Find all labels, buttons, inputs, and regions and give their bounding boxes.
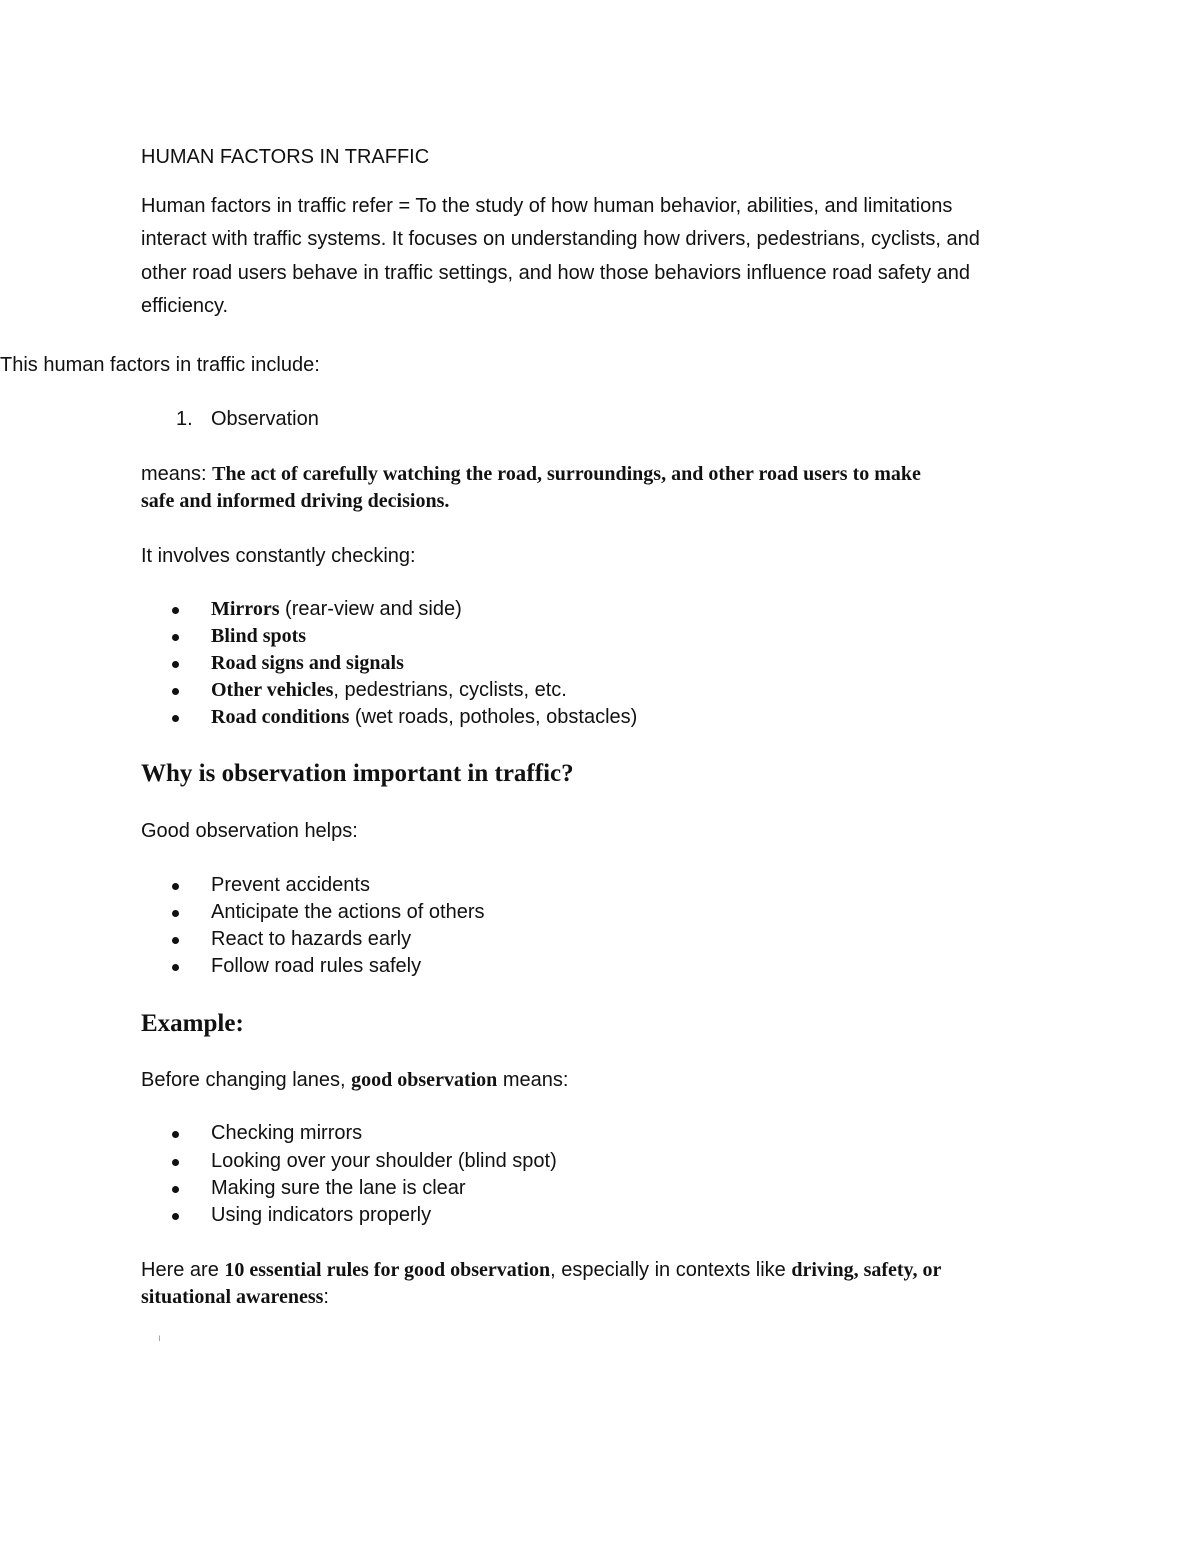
rules-intro-pre: Here are: [141, 1259, 225, 1281]
intro-line-3: other road users behave in traffic settings, and how those behaviors influence road safety and: [141, 262, 971, 284]
why-heading: Why is observation important in traffic?: [141, 760, 574, 787]
rules-intro-bold-3: situational awareness: [141, 1286, 324, 1308]
list-item: Anticipate the actions of others: [211, 901, 485, 923]
list-item: [211, 598, 462, 621]
list-item-bold: Road signs and signals: [211, 652, 404, 674]
definition-line-2: [141, 490, 449, 513]
bullet-icon: [172, 633, 182, 643]
example-lead-post: means:: [497, 1069, 569, 1091]
document-title: HUMAN FACTORS IN TRAFFIC: [141, 146, 430, 168]
example-lead-bold: good observation: [351, 1069, 498, 1091]
list-item: Prevent accidents: [211, 874, 370, 896]
rules-intro-bold-2: driving, safety, or: [791, 1259, 942, 1281]
involves-lead: It involves constantly checking:: [141, 545, 416, 567]
intro-line-4: efficiency.: [141, 295, 229, 317]
example-lead-pre: Before changing lanes,: [141, 1069, 352, 1091]
list-item-rest: (wet roads, potholes, obstacles): [349, 706, 638, 728]
bullet-icon: [172, 1130, 182, 1140]
list-item: Making sure the lane is clear: [211, 1177, 466, 1199]
list-item: Using indicators properly: [211, 1204, 432, 1226]
rules-intro-mid: , especially in contexts like: [550, 1259, 792, 1281]
list-item: [211, 706, 637, 729]
include-lead: This human factors in traffic include:: [0, 354, 320, 376]
example-lead: [141, 1069, 568, 1092]
bullet-icon: [172, 882, 182, 892]
list-item: [211, 679, 567, 702]
list-number: 1.: [176, 408, 193, 430]
rules-intro-bold-1: 10 essential rules for good observation: [224, 1259, 551, 1281]
example-heading: Example:: [141, 1010, 244, 1037]
bullet-icon: [172, 606, 182, 616]
bullet-icon: [172, 909, 182, 919]
list-item: Checking mirrors: [211, 1122, 363, 1144]
list-item-rest: (rear-view and side): [279, 598, 462, 620]
bullet-icon: [172, 1185, 182, 1195]
list-item-bold: Other vehicles: [211, 679, 334, 701]
list-item: [211, 625, 306, 648]
helps-lead: Good observation helps:: [141, 820, 358, 842]
list-item-rest: , pedestrians, cyclists, etc.: [333, 679, 567, 701]
stray-mark: ı: [158, 1333, 161, 1344]
bullet-icon: [172, 687, 182, 697]
rules-intro-post: :: [323, 1286, 329, 1308]
list-item: Looking over your shoulder (blind spot): [211, 1150, 557, 1172]
definition-bold-1: The act of carefully watching the road, surroundings, and other road users to make: [212, 463, 921, 485]
definition-line-1: [141, 463, 921, 486]
list-item: [211, 652, 404, 675]
rules-intro-line-1: [141, 1259, 941, 1282]
bullet-icon: [172, 1158, 182, 1168]
bullet-icon: [172, 714, 182, 724]
list-item-observation: Observation: [211, 408, 319, 430]
bullet-icon: [172, 1212, 182, 1222]
list-item-bold: Blind spots: [211, 625, 307, 647]
list-item: React to hazards early: [211, 928, 412, 950]
definition-prefix: means:: [141, 463, 213, 485]
bullet-icon: [172, 963, 182, 973]
list-item-bold: Mirrors: [211, 598, 280, 620]
bullet-icon: [172, 660, 182, 670]
bullet-icon: [172, 936, 182, 946]
intro-line-2: interact with traffic systems. It focuses on understanding how drivers, pedestrians, cyclists, and: [141, 228, 980, 250]
rules-intro-line-2: [141, 1286, 329, 1309]
definition-bold-2: safe and informed driving decisions.: [141, 490, 450, 512]
list-item: Follow road rules safely: [211, 955, 422, 977]
intro-line-1: Human factors in traffic refer = To the study of how human behavior, abilities, and limitations: [141, 195, 953, 217]
list-item-bold: Road conditions: [211, 706, 350, 728]
